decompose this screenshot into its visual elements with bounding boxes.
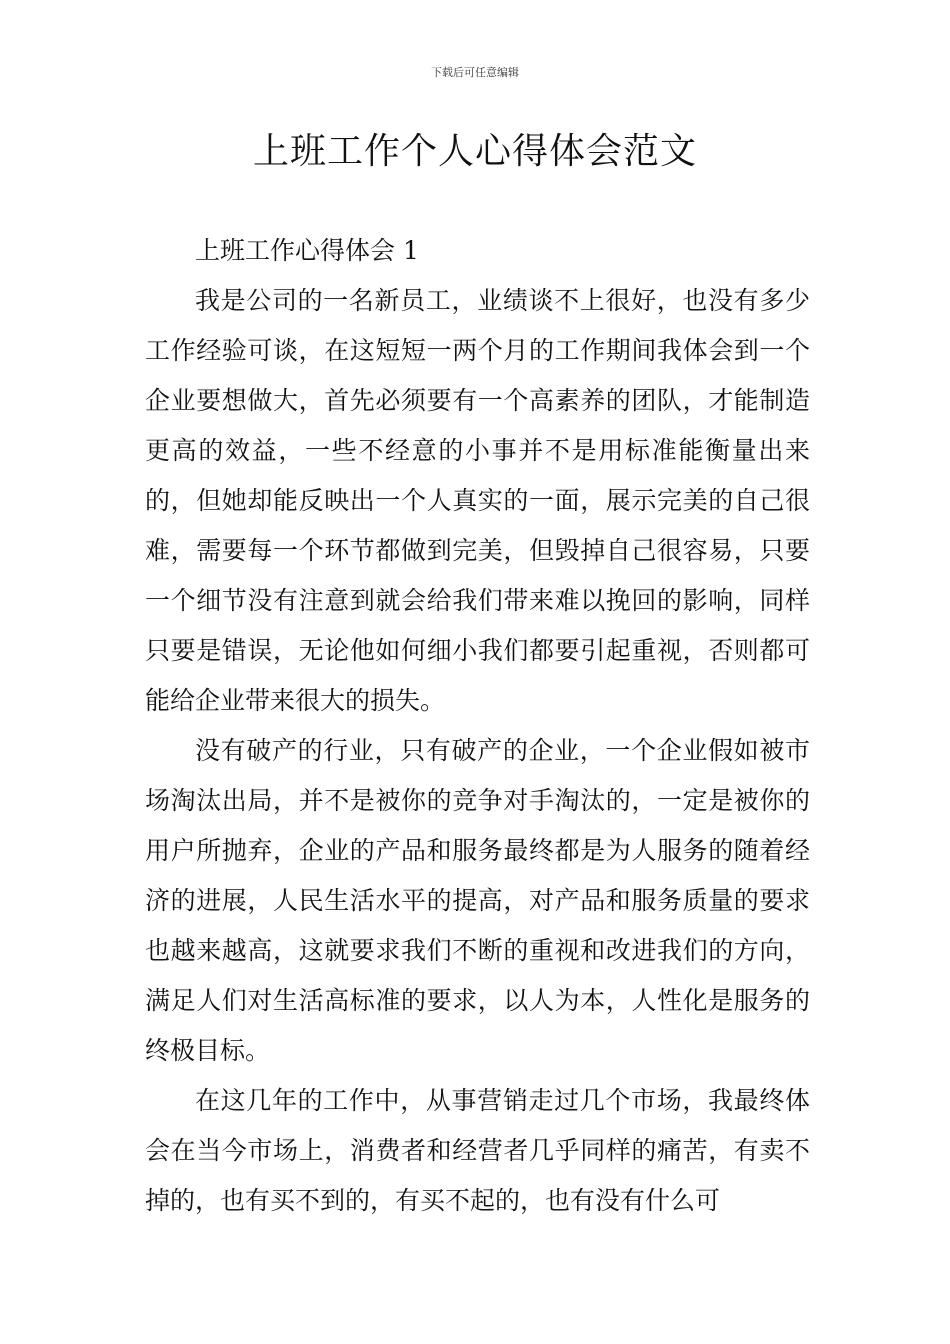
document-title: 上班工作个人心得体会范文 — [252, 131, 697, 172]
header-note: 下载后可任意编辑 — [431, 66, 519, 79]
paragraph-3: 在这几年的工作中，从事营销走过几个市场，我最终体会在当今市场上，消费者和经营者几乎同样的痛苦，有卖不掉的，也有买不到的，有买不起的，也有没有什么可 — [145, 1086, 810, 1215]
paragraph-1: 我是公司的一名新员工，业绩谈不上很好，也没有多少工作经验可谈，在这短短一两个月的工作期间我体会到一个企业要想做大，首先必须要有一个高素养的团队，才能制造更高的效益，一些不经意的小事并不是用标准能衡量出来的，但她却能反映出一个人真实的一面，展示完美的自己很难，需要每一个环节都做到完美，但毁掉自己很容易，只要一个细节没有注意到就会给我们带来难以挽回的影响，同样只要是错误，无论他如何细小我们都要引起重视，否则都可能给企业带来很大的损失。 — [145, 286, 810, 715]
section-heading: 上班工作心得体会 1 — [195, 236, 419, 265]
document-body — [145, 226, 810, 1226]
paragraph-2: 没有破产的行业，只有破产的企业，一个企业假如被市场淘汰出局，并不是被你的竞争对手淘汰的，一定是被你的用户所抛弃，企业的产品和服务最终都是为人服务的随着经济的进展，人民生活水平的提高，对产品和服务质量的要求也越来越高，这就要求我们不断的重视和改进我们的方向，满足人们对生活高标准的要求，以人为本，人性化是服务的终极目标。 — [145, 736, 810, 1065]
